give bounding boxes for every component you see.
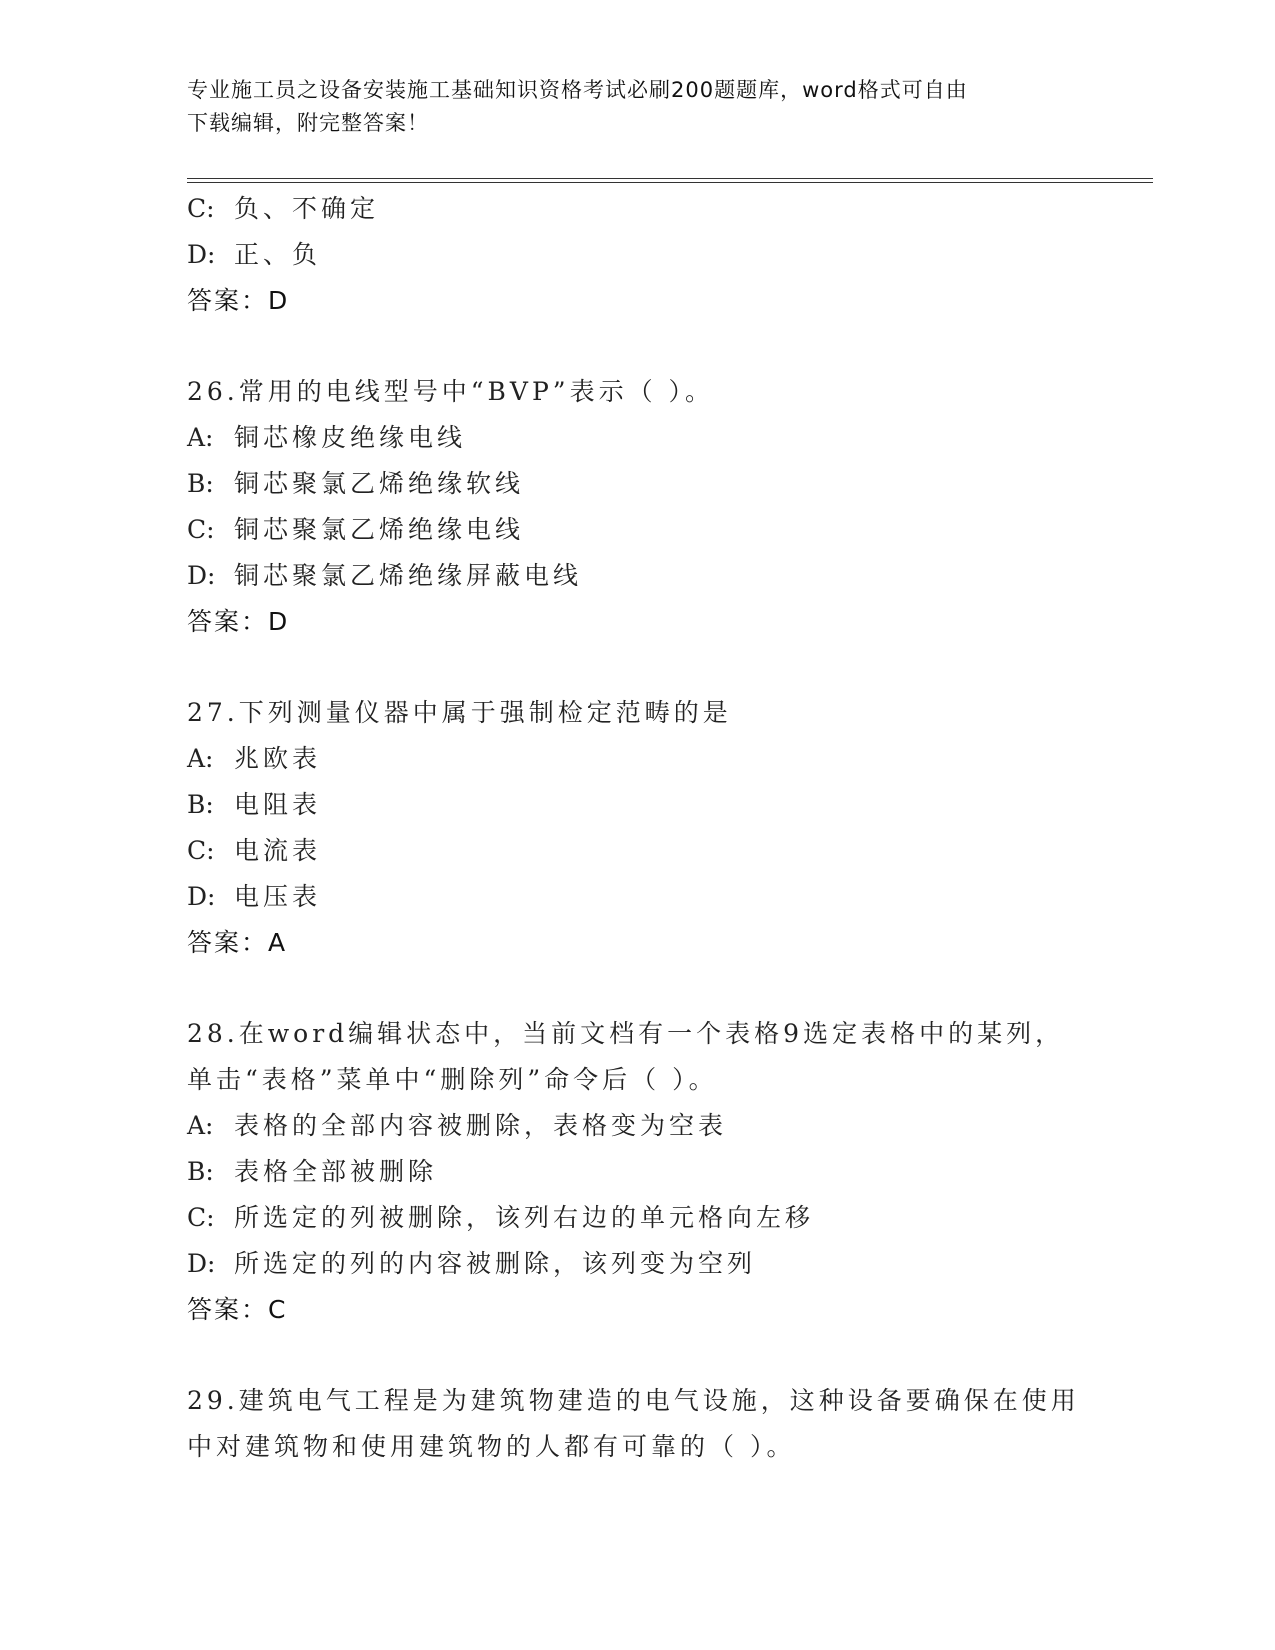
- option-line: [187, 415, 1117, 461]
- option-line: [187, 1241, 1117, 1287]
- header-divider: [187, 182, 1153, 183]
- option-key: C:: [187, 194, 215, 223]
- question-stem: 27.下列测量仪器中属于强制检定范畴的是: [187, 698, 732, 727]
- option-text: 负、不确定: [234, 194, 380, 223]
- question-spacer: [187, 645, 1117, 690]
- option-key: B:: [187, 469, 214, 498]
- question-spacer: [187, 966, 1117, 1011]
- header-line: 专业施工员之设备安装施工基础知识资格考试必刷200题题库，word格式可自由: [187, 78, 968, 102]
- question-block: [187, 186, 1117, 324]
- option-key: A:: [187, 1111, 214, 1140]
- option-line: [187, 186, 1117, 232]
- option-text: 电流表: [234, 836, 322, 865]
- option-key: C:: [187, 515, 215, 544]
- option-line: [187, 782, 1117, 828]
- answer-line: 答案：D: [187, 607, 290, 636]
- option-key: B:: [187, 1157, 214, 1186]
- option-text: 铜芯聚氯乙烯绝缘电线: [234, 515, 525, 544]
- question-list: [187, 186, 1117, 1470]
- option-key: D:: [187, 882, 216, 911]
- option-key: C:: [187, 1203, 215, 1232]
- option-line: [187, 553, 1117, 599]
- option-line: [187, 1195, 1117, 1241]
- option-text: 电阻表: [234, 790, 322, 819]
- question-block: [187, 690, 1117, 966]
- option-text: 表格的全部内容被删除，表格变为空表: [234, 1111, 728, 1140]
- question-spacer: [187, 324, 1117, 369]
- option-key: D:: [187, 240, 216, 269]
- option-text: 兆欧表: [234, 744, 322, 773]
- option-line: [187, 507, 1117, 553]
- question-spacer: [187, 1333, 1117, 1378]
- option-text: 正、负: [234, 240, 322, 269]
- option-line: [187, 1149, 1117, 1195]
- header-divider: [187, 178, 1153, 179]
- option-key: B:: [187, 790, 214, 819]
- option-key: A:: [187, 744, 214, 773]
- question-stem: 中对建筑物和使用建筑物的人都有可靠的（ ）。: [187, 1432, 796, 1461]
- question-block: [187, 369, 1117, 645]
- answer-line: 答案：A: [187, 928, 288, 957]
- question-stem: 28.在word编辑状态中，当前文档有一个表格9选定表格中的某列，: [187, 1019, 1065, 1048]
- option-line: [187, 828, 1117, 874]
- question-block: [187, 1011, 1117, 1333]
- option-line: [187, 1103, 1117, 1149]
- option-text: 铜芯聚氯乙烯绝缘软线: [234, 469, 525, 498]
- option-text: 所选定的列被删除，该列右边的单元格向左移: [234, 1203, 815, 1232]
- question-stem: 26.常用的电线型号中“BVP”表示（ ）。: [187, 377, 715, 406]
- option-key: A:: [187, 423, 214, 452]
- option-text: 铜芯橡皮绝缘电线: [234, 423, 467, 452]
- option-line: [187, 232, 1117, 278]
- option-key: C:: [187, 836, 215, 865]
- question-block: [187, 1378, 1117, 1470]
- answer-line: 答案：C: [187, 1295, 288, 1324]
- option-key: D:: [187, 561, 216, 590]
- option-line: [187, 874, 1117, 920]
- question-stem: 29.建筑电气工程是为建筑物建造的电气设施，这种设备要确保在使用: [187, 1386, 1080, 1415]
- answer-line: 答案：D: [187, 286, 290, 315]
- option-line: [187, 461, 1117, 507]
- option-line: [187, 736, 1117, 782]
- option-key: D:: [187, 1249, 216, 1278]
- option-text: 铜芯聚氯乙烯绝缘屏蔽电线: [234, 561, 583, 590]
- document-header: [187, 74, 1067, 140]
- question-stem: 单击“表格”菜单中“删除列”命令后（ ）。: [187, 1065, 718, 1094]
- option-text: 所选定的列的内容被删除，该列变为空列: [234, 1249, 757, 1278]
- option-text: 表格全部被删除: [234, 1157, 438, 1186]
- option-text: 电压表: [234, 882, 322, 911]
- header-line: 下载编辑，附完整答案！: [187, 111, 429, 135]
